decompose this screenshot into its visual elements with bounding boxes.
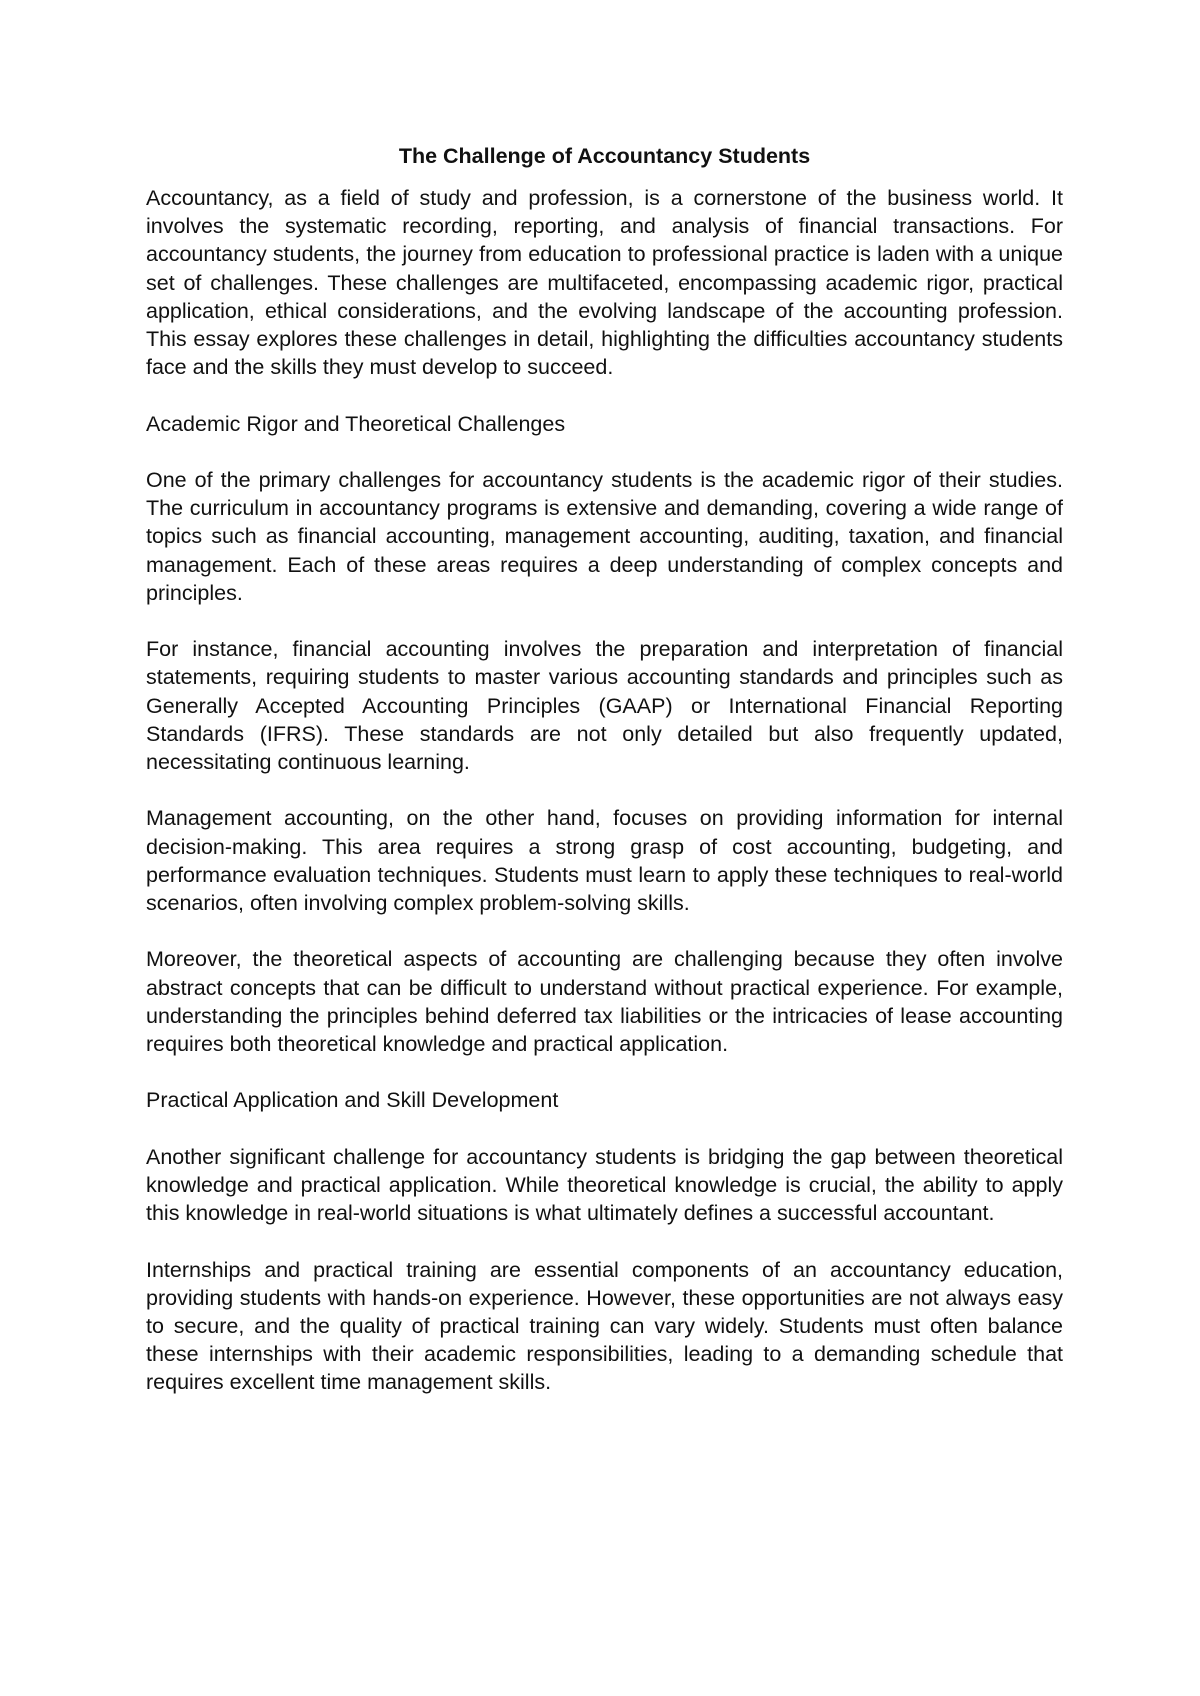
paragraph-internships: Internships and practical training are essential components of an accountancy education, providing students with hands-on experience. However, these opportunities are not always easy to secure, and the quality of practical training can vary widely. Students must often balance these internships with their academic responsibilities, leading to a demanding schedule that requires excellent time management skills. (146, 1257, 1063, 1395)
document-title: The Challenge of Accountancy Students (398, 144, 811, 168)
section-heading-practical-application: Practical Application and Skill Development (146, 1088, 559, 1113)
intro-paragraph: Accountancy, as a field of study and profession, is a cornerstone of the business world. It involves the systematic recording, reporting, and analysis of financial transactions. For accountancy students, the journey from education to professional practice is laden with a unique set of challenges. These challenges are multifaceted, encompassing academic rigor, practical application, ethical considerations, and the evolving landscape of the accounting profession. This essay explores these challenges in detail, highlighting the difficulties accountancy students face and the skills they must develop to succeed. (146, 186, 1063, 380)
paragraph-financial-accounting: For instance, financial accounting involves the preparation and interpretation of financial statements, requiring students to master various accounting standards and principles such as Generally Accepted Accounting Principles (GAAP) or International Financial Reporting Standards (IFRS). These standards are not only detailed but also frequently updated, necessitating continuous learning. (146, 637, 1063, 775)
paragraph-management-accounting: Management accounting, on the other hand, focuses on providing information for internal decision-making. This area requires a strong grasp of cost accounting, budgeting, and performance evaluation techniques. Students must learn to apply these techniques to real-world scenarios, often involving complex problem-solving skills. (146, 806, 1063, 916)
section-heading-academic-rigor: Academic Rigor and Theoretical Challenges (146, 411, 566, 436)
paragraph-academic-rigor: One of the primary challenges for accountancy students is the academic rigor of their studies. The curriculum in accountancy programs is extensive and demanding, covering a wide range of topics such as financial accounting, management accounting, auditing, taxation, and financial management. Each of these areas requires a deep understanding of complex concepts and principles. (146, 468, 1063, 605)
paragraph-theoretical-aspects: Moreover, the theoretical aspects of accounting are challenging because they often involve abstract concepts that can be difficult to understand without practical experience. For example, understanding the principles behind deferred tax liabilities or the intricacies of lease accounting requires both theoretical knowledge and practical application. (146, 947, 1063, 1057)
document-body (146, 142, 1063, 1425)
paragraph-bridging-gap: Another significant challenge for accountancy students is bridging the gap between theoretical knowledge and practical application. While theoretical knowledge is crucial, the ability to apply this knowledge in real-world situations is what ultimately defines a successful accountant. (146, 1144, 1063, 1226)
